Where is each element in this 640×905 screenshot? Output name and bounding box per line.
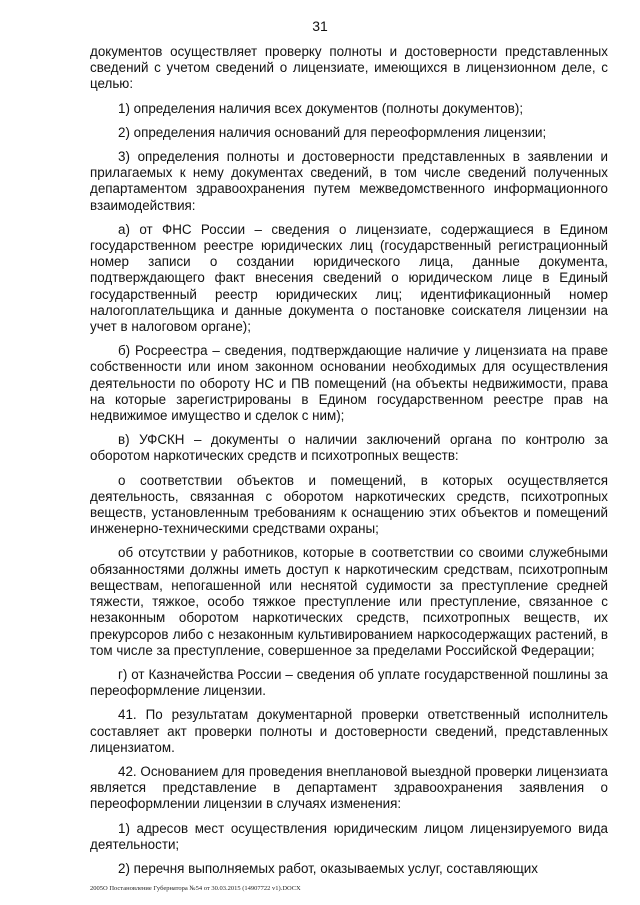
paragraph-continuation: документов осуществляет проверку полноты и достоверности представленных сведений с учетом сведений о лицензиате, имеющихся в лицензионном деле, с целью: <box>90 44 608 92</box>
document-body <box>90 44 608 885</box>
paragraph-item-b: б) Росреестра – сведения, подтверждающие наличие у лицензиата на праве собственности или ином законном основании необходимых для осуществления деятельности по обороту НС и ПВ помещений (на объекты недвижимости, права на которые зарегистрированы в Едином государственном реестре прав на недвижимое имущество и сделок с ним); <box>90 343 608 424</box>
paragraph-item-a: а) от ФНС России – сведения о лицензиате, содержащиеся в Едином государственном реестре юридических лиц (государственный регистрационный номер записи о создании юридического лица, данные документа, подтверждающего факт внесения сведений о юридическом лице в Единый государственный реестр юридических лиц; идентификационный номер налогоплательщика и данные документа о постановке соискателя лицензии на учет в налоговом органе); <box>90 221 608 335</box>
paragraph-item-3: 3) определения полноты и достоверности представленных в заявлении и прилагаемых к нему документах сведений, в том числе сведений полученных департаментом здравоохранения путем межведомственного информационного взаимодействия: <box>90 149 608 213</box>
paragraph-clause-42-item-1: 1) адресов мест осуществления юридическим лицом лицензируемого вида деятельности; <box>90 820 608 852</box>
paragraph-clause-42: 42. Основанием для проведения внеплановой выездной проверки лицензиата является представление в департамент здравоохранения заявления о переоформлении лицензии в случаях изменения: <box>90 763 608 812</box>
paragraph-clause-42-item-2: 2) перечня выполняемых работ, оказываемых услуг, составляющих <box>118 860 538 876</box>
paragraph-item-1: 1) определения наличия всех документов (полноты документов); <box>118 100 524 116</box>
paragraph-item-g: г) от Казначейства России – сведения об уплате государственной пошлины за переоформление лицензии. <box>90 666 608 699</box>
paragraph-item-v: в) УФСКН – документы о наличии заключений органа по контролю за оборотом наркотических средств и психотропных веществ: <box>90 432 608 464</box>
paragraph-sub-workers: об отсутствии у работников, которые в соответствии со своими служебными обязанностями должны иметь доступ к наркотическим средствам, психотропным веществам, непогашенной или неснятой судимости за преступление средней тяжести, тяжкое, особо тяжкое преступление или преступление, связанное с незаконным оборотом наркотических средств, психотропных веществ, их прекурсоров либо с незаконным культивированием наркосодержащих растений, в том числе за преступление, совершенное за пределами Российской Федерации; <box>90 545 608 658</box>
page-number: 31 <box>312 18 328 34</box>
file-footer: 2005О Постановление Губернатора №54 от 30.03.2015 (14907722 v1).DOCX <box>90 885 301 892</box>
paragraph-clause-41: 41. По результатам документарной проверки ответственный исполнитель составляет акт проверки полноты и достоверности сведений, представленных лицензиатом. <box>90 707 608 755</box>
paragraph-item-2: 2) определения наличия оснований для переоформления лицензии; <box>118 124 547 140</box>
paragraph-sub-objects: о соответствии объектов и помещений, в которых осуществляется деятельность, связанная с оборотом наркотических средств, психотропных веществ, установленным требованиям к оснащению этих объектов и помещений инженерно-техническими средствами охраны; <box>90 472 608 537</box>
